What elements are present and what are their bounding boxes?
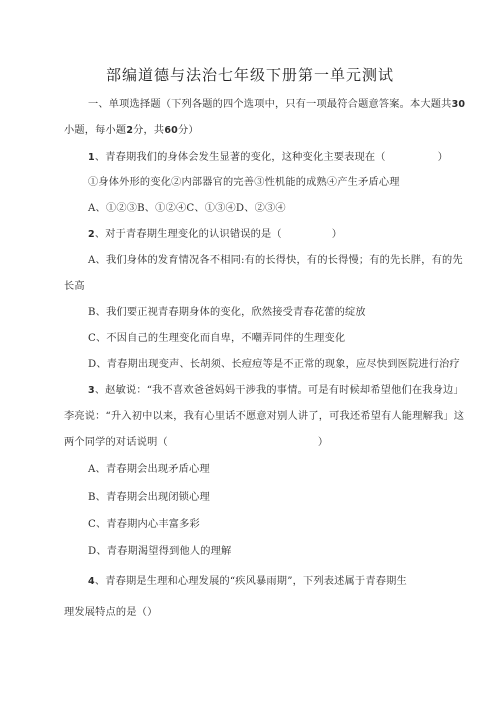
section-header-text-c: 分） bbox=[177, 125, 199, 136]
question-4-text-1: 、青春期是生理和心理发展的“疾风暴雨期”，下列表述属于青春期生 bbox=[94, 576, 407, 587]
question-3-text-1: 、赵敏说：“我不喜欢爸爸妈妈干涉我的事情。可是有时候却希望他们在我身边」 bbox=[94, 385, 464, 396]
question-3-text-3: 两个同学的对话说明（ bbox=[64, 437, 168, 448]
question-3-stem-line2: 李亮说：“升入初中以来，我有心里话不愿意对别人讲了，可我还希望有人能理解我」这 bbox=[64, 411, 465, 422]
question-4-stem-line2: 理发展特点的是（） bbox=[64, 607, 158, 618]
question-3-close-paren: ） bbox=[317, 437, 329, 448]
question-3-number: 3 bbox=[88, 385, 95, 396]
question-3-option-b: B、青春期会出现闭锁心理 bbox=[88, 492, 210, 503]
question-2-option-a-line1: A、我们身体的发育情况各不相同:有的长得快，有的长得慢；有的先长胖，有的先 bbox=[88, 255, 463, 266]
question-3-option-d: D、青春期渴望得到他人的理解 bbox=[88, 546, 232, 557]
question-2-stem bbox=[88, 228, 342, 242]
question-2-text: 、对于青春期生理变化的认识错误的是（ bbox=[94, 229, 282, 240]
question-4-stem-line1 bbox=[88, 575, 407, 589]
question-2-option-d: D、青春期出现变声、长胡须、长痘痘等是不正常的现象，应尽快到医院进行治疗 bbox=[88, 359, 460, 370]
question-1-items: ①身体外形的变化②内部器官的完善③性机能的成熟④产生矛盾心理 bbox=[88, 177, 400, 188]
question-3-stem-line3 bbox=[64, 436, 328, 450]
question-3-option-a: A、青春期会出现矛盾心理 bbox=[88, 464, 210, 475]
section-header-text-a: 小题，每小题 bbox=[64, 125, 127, 136]
question-2-option-c: C、不因自己的生理变化而自卑，不嘲弄同伴的生理变化 bbox=[88, 333, 346, 344]
question-2-close-paren: ） bbox=[331, 229, 343, 240]
question-count: 30 bbox=[451, 99, 466, 110]
question-1-options: A、①②③B、①②④C、①③④D、②③④ bbox=[88, 203, 286, 214]
section-header-prefix: 一、单项选择题（下列各题的四个选项中，只有一项最符合题意答案。本大题共 bbox=[88, 99, 452, 110]
question-3-option-c: C、青春期内心丰富多彩 bbox=[88, 519, 200, 530]
question-3-stem-line1 bbox=[88, 384, 464, 398]
section-header-line1 bbox=[88, 98, 465, 112]
page-title: 部编道德与法治七年级下册第一单元测试 bbox=[105, 66, 394, 84]
question-2-number: 2 bbox=[88, 229, 95, 240]
score-per-question: 2 bbox=[126, 125, 134, 136]
total-score: 60 bbox=[164, 125, 178, 136]
question-1-text: 、青春期我们的身体会发生显著的变化，这种变化主要表现在（ bbox=[94, 152, 386, 163]
section-header-line2 bbox=[64, 124, 199, 138]
question-2-option-a-line2: 长高 bbox=[64, 281, 85, 292]
question-1-stem bbox=[88, 151, 448, 165]
question-4-number: 4 bbox=[88, 576, 95, 587]
question-2-option-b: B、我们要正视青春期身体的变化，欣然接受青春花蕾的绽放 bbox=[88, 307, 366, 318]
question-1-close-paren: ） bbox=[437, 152, 449, 163]
question-1-number: 1 bbox=[88, 152, 95, 163]
section-header-text-b: 分，共 bbox=[133, 125, 165, 136]
